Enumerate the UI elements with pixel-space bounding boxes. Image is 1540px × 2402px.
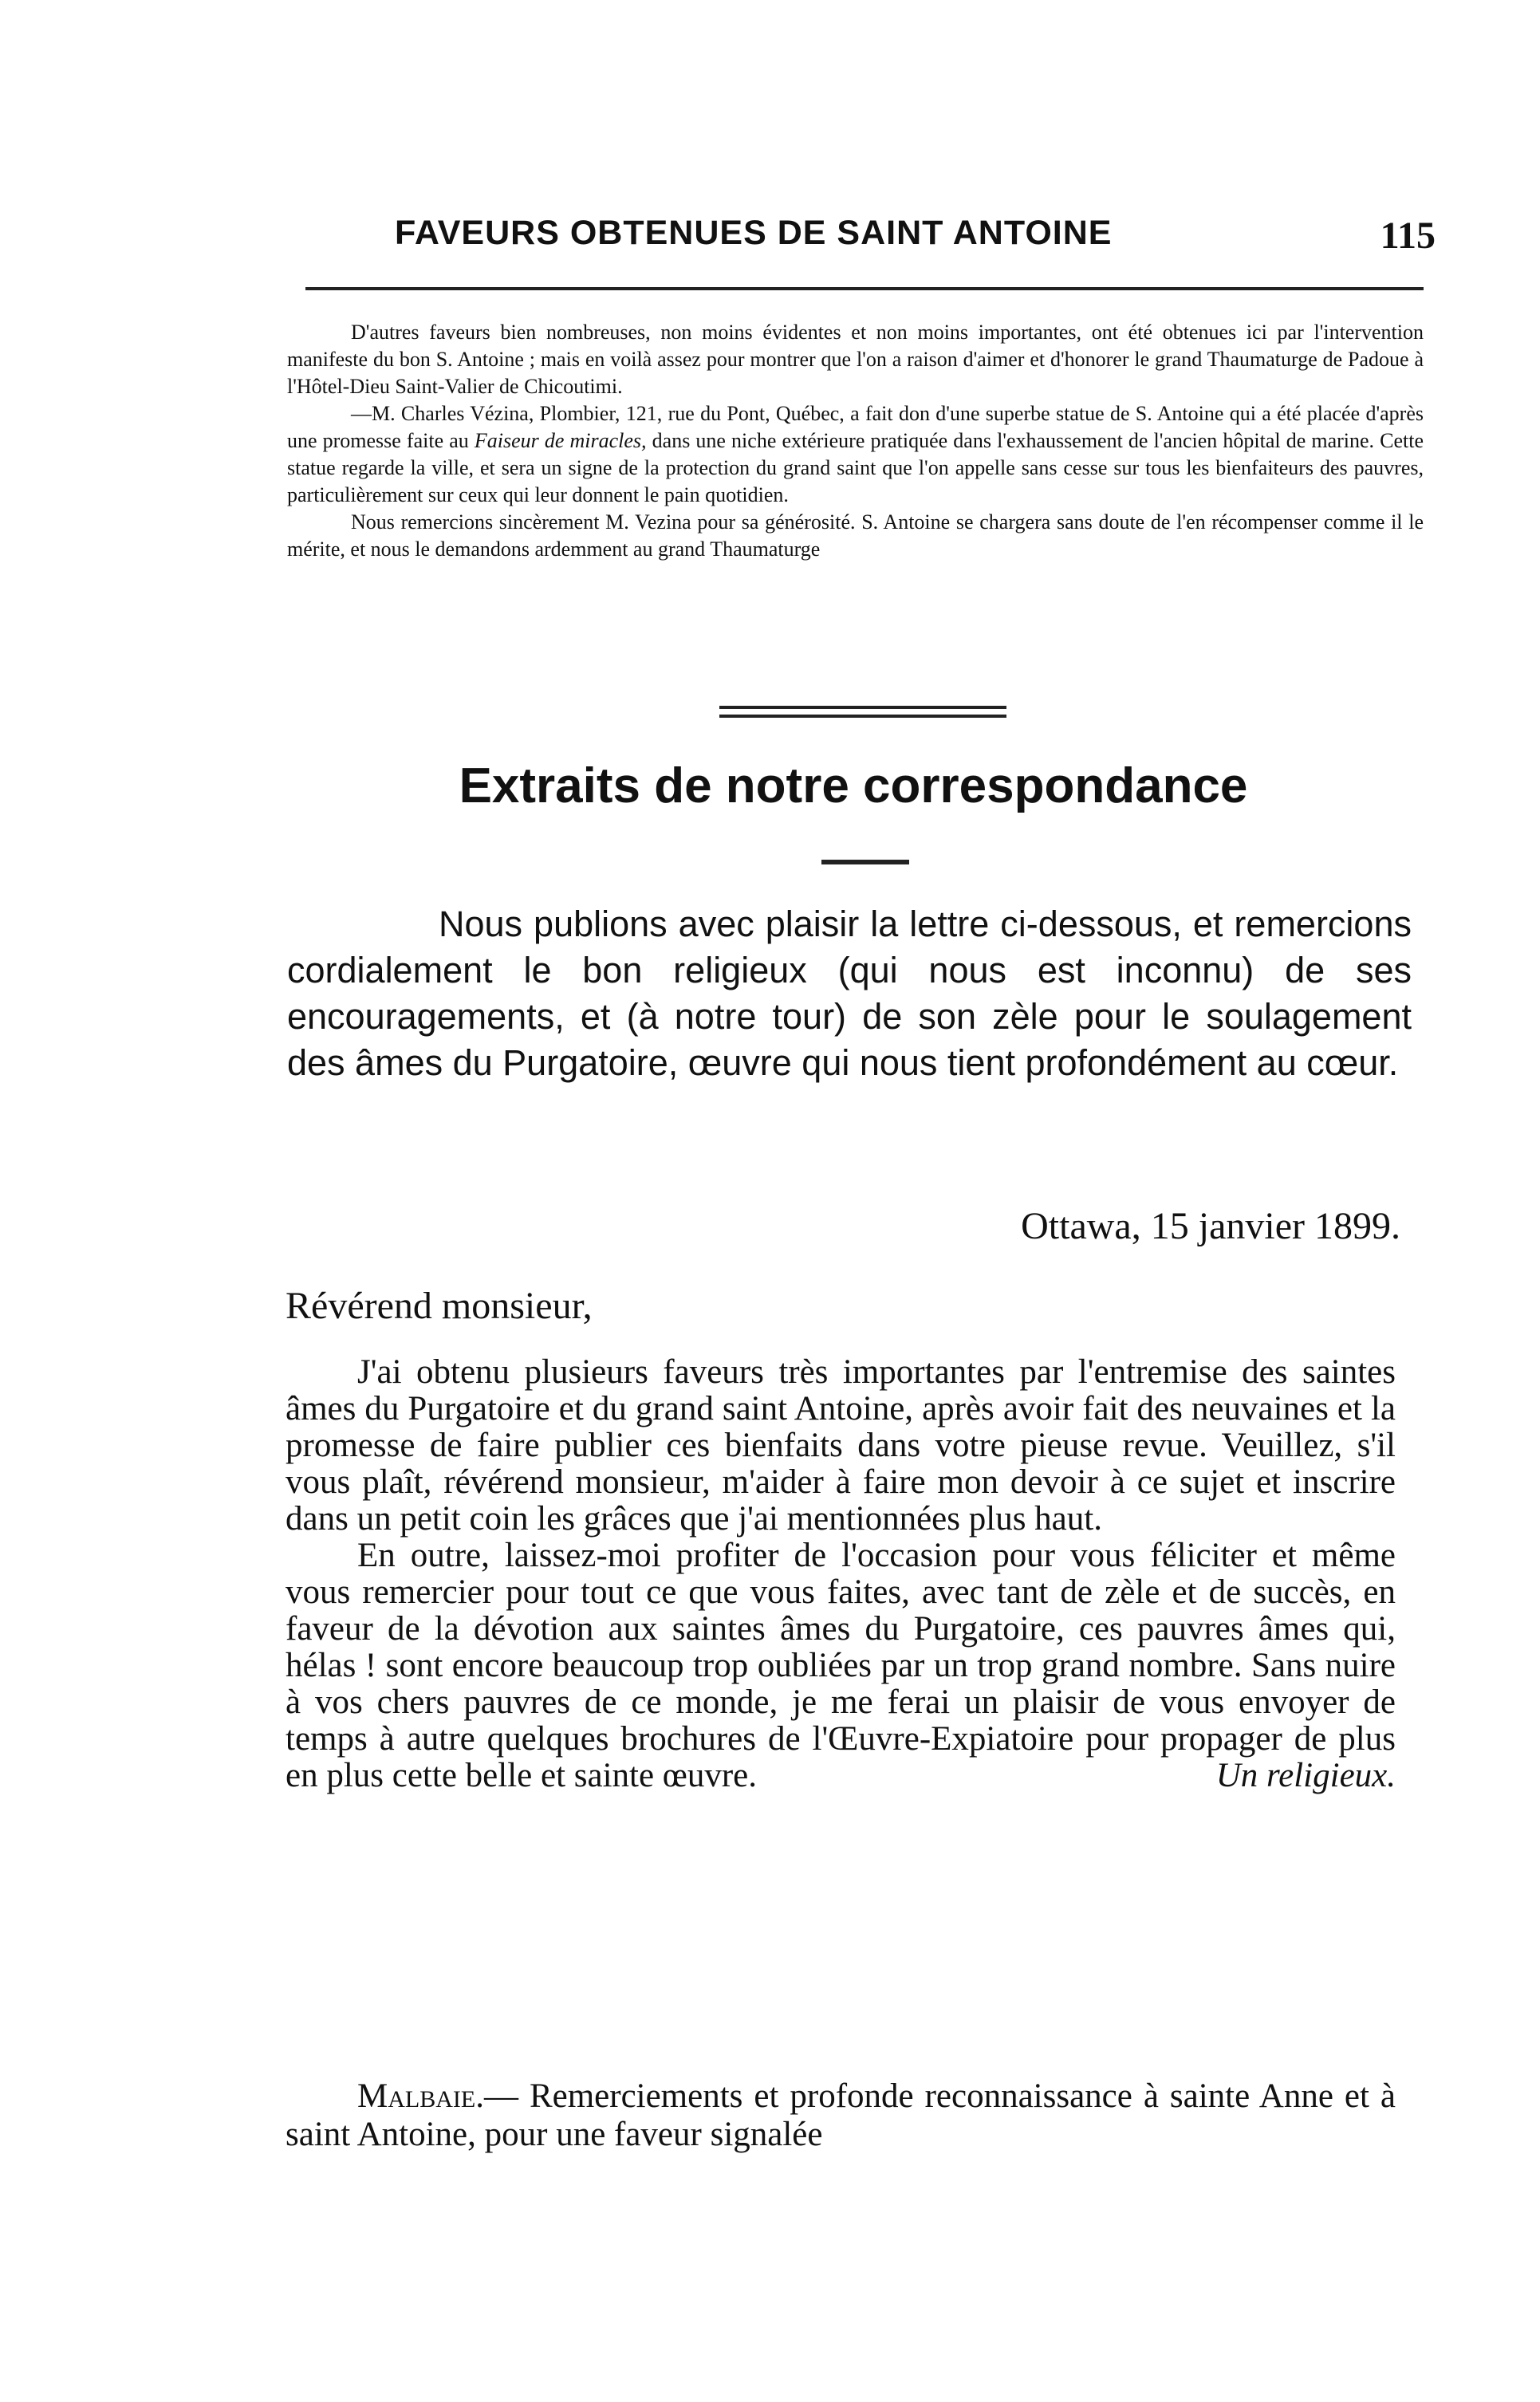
vezina-paragraph <box>287 400 1424 509</box>
intro-block <box>287 901 1412 1086</box>
thanks-paragraph: Nous remercions sincèrement M. Vezina pour sa générosité. S. Antoine se chargera sans doute de l'en récompenser comme il le mérite, et nous le demandons ardemment au grand Thaumaturge <box>287 510 1424 561</box>
running-title: FAVEURS OBTENUES DE SAINT ANTOINE <box>395 214 1113 252</box>
malbaie-paragraph <box>286 2077 1396 2154</box>
vezina-text-start: —M. Charles Vézina, Plombier, 121, rue du Pont, Québec, a fait don d'une superbe statue de S. Antoine qui a été placée d'après une promesse faite au <box>287 402 1424 452</box>
section-title: Extraits de notre correspondance <box>459 758 1248 813</box>
favors-paragraph: D'autres faveurs bien nombreuses, non moins évidentes et non moins importantes, ont été obtenues ici par l'intervention manifeste du bon S. Antoine ; mais en voilà assez pour montrer que l'on a raison d'aimer et d'honorer le grand Thaumaturge de Padoue à l'Hôtel-Dieu Saint-Valier de Chicoutimi. <box>287 321 1424 398</box>
letter-body <box>286 1354 1396 1794</box>
vezina-text-italic: Faiseur de miracles, <box>474 429 647 452</box>
malbaie-block <box>286 2077 1396 2154</box>
letter-paragraph-2 <box>286 1538 1396 1794</box>
malbaie-text: — Remerciements et profonde reconnaissance à sainte Anne et à saint Antoine, pour une faveur signalée <box>286 2077 1396 2153</box>
intro-paragraph: Nous publions avec plaisir la lettre ci-dessous, et remercions cordialement le bon religieux (qui nous est inconnu) de ses encouragements, et (à notre tour) de son zèle pour le soulagement des âmes du Purgatoire, œuvre qui nous tient profondément au cœur. <box>287 904 1412 1083</box>
letter-dateline: Ottawa, 15 janvier 1899. <box>1021 1205 1400 1247</box>
letter-paragraph-2-text: En outre, laissez-moi profiter de l'occasion pour vous féliciter et même vous remercier pour tout ce que vous faites, avec tant de zèle et de succès, en faveur de la dévotion aux saintes âmes du Purgatoire, ces pauvres âmes qui, hélas ! sont encore beaucoup trop oubliées par un trop grand nombre. Sans nuire à vos chers pauvres de ce monde, je me ferai un plaisir de vous envoyer de temps à autre quelques brochures de l'Œuvre-Expiatoire pour propager de plus en plus cette belle et sainte œuvre. <box>286 1537 1396 1794</box>
page-number: 115 <box>1380 215 1436 257</box>
section-divider-upper <box>719 706 1006 709</box>
title-rule <box>821 860 909 864</box>
section-divider-lower <box>719 715 1006 718</box>
vezina-text-end: dans une niche extérieure pratiquée dans l'exhaussement de l'ancien hôpital de marine. Cette statue regarde la ville, et sera un signe de la protection du grand saint que l'on appelle sans cesse sur tous les bienfaiteurs des pauvres, particulièrement sur ceux qui leur donnent le pain quotidien. <box>287 429 1424 506</box>
favors-block <box>287 319 1424 563</box>
letter-paragraph-1: J'ai obtenu plusieurs faveurs très importantes par l'entremise des saintes âmes du Purgatoire et du grand saint Antoine, après avoir fait des neuvaines et la promesse de faire publier ces bienfaits dans votre pieuse revue. Veuillez, s'il vous plaît, révérend monsieur, m'aider à faire mon devoir à ce sujet et inscrire dans un petit coin les grâces que j'ai mentionnées plus haut. <box>286 1353 1396 1538</box>
letter-signature: Un religieux. <box>1215 1757 1396 1794</box>
page-header <box>303 214 1436 278</box>
malbaie-place: Malbaie. <box>357 2077 484 2115</box>
letter-salutation: Révérend monsieur, <box>286 1285 593 1327</box>
header-rule <box>305 287 1424 290</box>
